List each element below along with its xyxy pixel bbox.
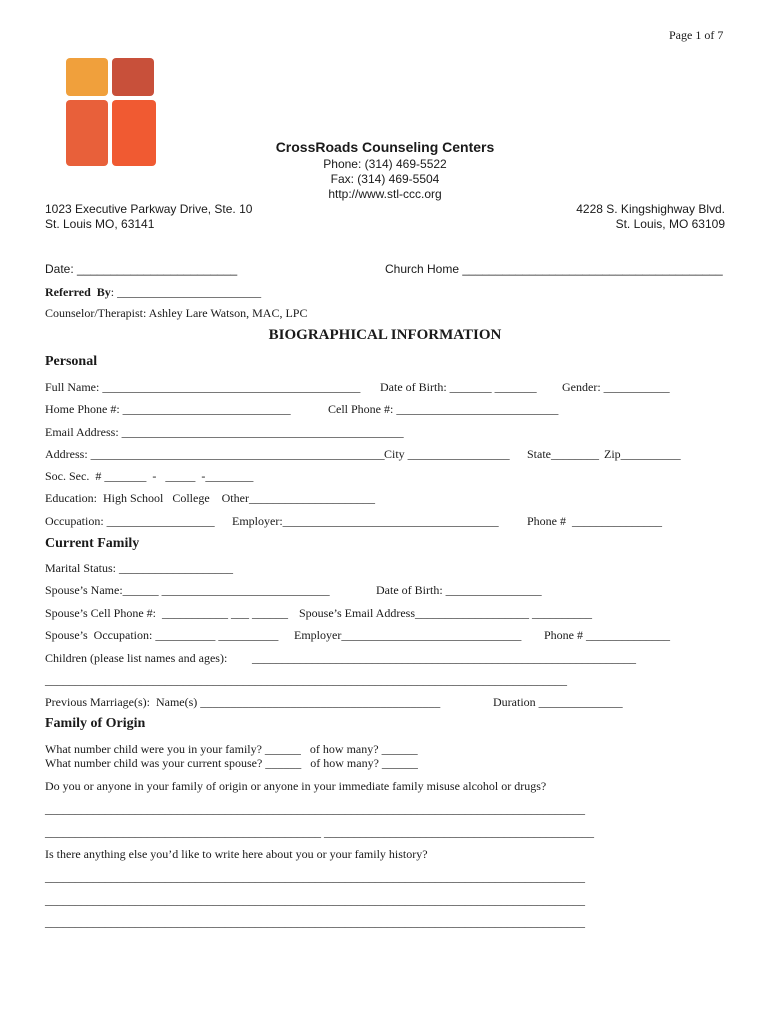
spouse-dob-field[interactable]: Date of Birth: ________________	[376, 583, 542, 597]
alcohol-answer-line-2[interactable]: ______________________________________________ _____________________________________________	[45, 825, 594, 839]
history-answer-line-1[interactable]: __________________________________________________________________________________________	[45, 870, 585, 884]
gender-field[interactable]: Gender: ___________	[562, 380, 670, 394]
history-answer-line-3[interactable]: __________________________________________________________________________________________	[45, 915, 585, 929]
children-field[interactable]: ________________________________________________________________	[252, 651, 636, 665]
state-field[interactable]: State________	[527, 447, 599, 461]
duration-field[interactable]: Duration ______________	[493, 695, 623, 709]
home-phone-field[interactable]: Home Phone #: ____________________________	[45, 402, 291, 416]
alcohol-answer-line-1[interactable]: __________________________________________________________________________________________	[45, 802, 585, 816]
zip-field[interactable]: Zip__________	[604, 447, 681, 461]
spouse-employer-field[interactable]: Employer______________________________	[294, 628, 522, 642]
section-title: BIOGRAPHICAL INFORMATION	[268, 327, 502, 343]
email-field[interactable]: Email Address: _______________________________________________	[45, 425, 404, 439]
referred-by-field[interactable]	[45, 285, 261, 300]
spouse-name-field[interactable]: Spouse’s Name:______ ____________________________	[45, 583, 330, 597]
family-origin-heading: Family of Origin	[45, 716, 146, 731]
full-name-field[interactable]: Full Name: ___________________________________________	[45, 380, 361, 394]
address-field[interactable]: Address: _________________________________________________	[45, 447, 385, 461]
history-answer-line-2[interactable]: __________________________________________________________________________________________	[45, 893, 585, 907]
occupation-field[interactable]: Occupation: __________________	[45, 514, 215, 528]
referred-by-line: : ________________________	[110, 285, 262, 299]
education-field[interactable]: Education: High School College Other_____________________	[45, 491, 375, 505]
org-website: http://www.stl-ccc.org	[328, 187, 442, 201]
address-right-line2: St. Louis, MO 63109	[615, 217, 725, 231]
address-left-line1: 1023 Executive Parkway Drive, Ste. 10	[45, 202, 253, 216]
cell-phone-field[interactable]: Cell Phone #: ___________________________	[328, 402, 559, 416]
alcohol-question: Do you or anyone in your family of origin or anyone in your immediate family misuse alcohol or drugs?	[45, 779, 547, 793]
spouse-child-number-field[interactable]: What number child was your current spouse? ______ of how many? ______	[45, 756, 418, 770]
page-number: Page 1 of 7	[669, 28, 724, 42]
logo-square-2	[112, 58, 154, 96]
org-name: CrossRoads Counseling Centers	[275, 139, 495, 155]
employer-field[interactable]: Employer:____________________________________	[232, 514, 499, 528]
spouse-cell-field[interactable]: Spouse’s Cell Phone #: ___________ ___ ______	[45, 606, 289, 620]
dob-field[interactable]: Date of Birth: _______ _______	[380, 380, 537, 394]
date-field[interactable]: Date: ________________________	[45, 262, 238, 276]
org-fax: Fax: (314) 469-5504	[330, 172, 440, 186]
counselor-line: Counselor/Therapist: Ashley Lare Watson, MAC, LPC	[45, 306, 308, 320]
marital-status-field[interactable]: Marital Status: ___________________	[45, 561, 233, 575]
logo-square-1	[66, 58, 108, 96]
org-phone: Phone: (314) 469-5522	[323, 157, 447, 171]
previous-marriages-field[interactable]: Previous Marriage(s): Name(s) ________________________________________	[45, 695, 441, 709]
address-left-line2: St. Louis MO, 63141	[45, 217, 155, 231]
personal-heading: Personal	[45, 354, 98, 369]
church-home-field[interactable]: Church Home _______________________________________	[385, 262, 723, 276]
phone-field[interactable]: Phone # _______________	[527, 514, 662, 528]
child-number-field[interactable]: What number child were you in your family? ______ of how many? ______	[45, 742, 418, 756]
ssn-field[interactable]: Soc. Sec. # _______ - _____ -________	[45, 469, 254, 483]
city-field[interactable]: City _________________	[384, 447, 510, 461]
history-question: Is there anything else you’d like to write here about you or your family history?	[45, 847, 428, 861]
children-label: Children (please list names and ages):	[45, 651, 228, 665]
spouse-phone-field[interactable]: Phone # ______________	[544, 628, 670, 642]
children-field-2[interactable]: _______________________________________________________________________________________	[45, 673, 567, 687]
spouse-email-field[interactable]: Spouse’s Email Address___________________ __________	[299, 606, 592, 620]
referred-by-label: Referred By	[45, 285, 111, 299]
current-family-heading: Current Family	[45, 536, 140, 551]
address-right-line1: 4228 S. Kingshighway Blvd.	[576, 202, 725, 216]
spouse-occupation-field[interactable]: Spouse’s Occupation: __________ __________	[45, 628, 279, 642]
